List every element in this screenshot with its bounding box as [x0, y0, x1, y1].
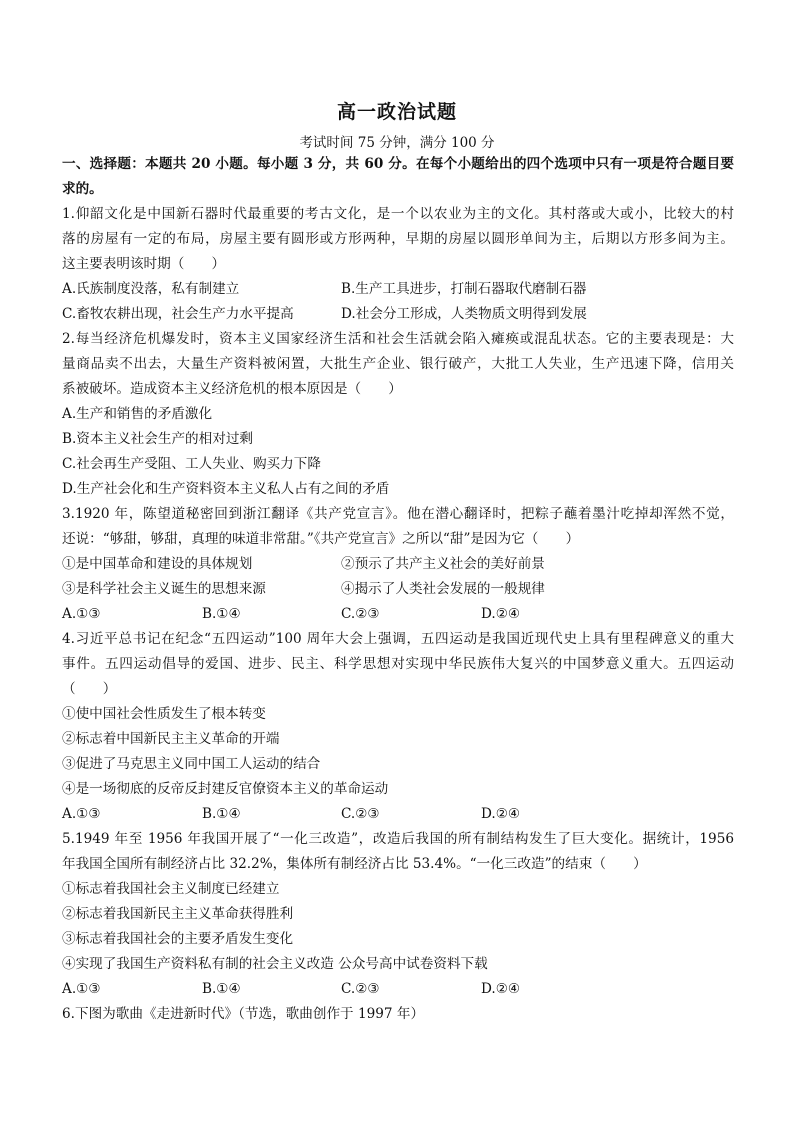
- q4-item-1: ①使中国社会性质发生了根本转变: [62, 706, 266, 722]
- q3-item-2: ②预示了共产主义社会的美好前景: [341, 556, 545, 572]
- q5-item-3: ③标志着我国社会的主要矛盾发生变化: [62, 931, 294, 947]
- q4-option-d: D.②④: [481, 806, 521, 822]
- q3-item-3: ③是科学社会主义诞生的思想来源: [62, 581, 266, 597]
- page-title: 高一政治试题: [336, 101, 457, 123]
- q3-option-a: A.①③: [62, 606, 101, 622]
- q2-stem-line2: 量商品卖不出去，大量生产资料被闲置，大批生产企业、银行破产，大批工人失业，生产迅速下降，信用关: [62, 356, 734, 372]
- section-heading-line2: 求的。: [62, 181, 103, 197]
- q1-stem-line3: 这主要表明该时期（ ）: [62, 256, 226, 272]
- q4-item-3: ③促进了马克思主义同中国工人运动的结合: [62, 756, 321, 772]
- q5-item-4: ④实现了我国生产资料私有制的社会主义改造 公众号高中试卷资料下载: [62, 956, 488, 972]
- q4-item-4: ④是一场彻底的反帝反封建反官僚资本主义的革命运动: [62, 781, 389, 797]
- q1-stem-line2: 落的房屋有一定的布局，房屋主要有圆形或方形两种，早期的房屋以圆形单间为主，后期以方形多间为主。: [62, 231, 734, 247]
- q5-stem-line2: 年我国全国所有制经济占比 32.2%，集体所有制经济占比 53.4%。“一化三改造”的结束（ ）: [62, 856, 647, 872]
- q6-stem-line1: 6.下图为歌曲《走进新时代》（节选，歌曲创作于 1997 年）: [62, 1006, 425, 1022]
- q4-stem-line2: 事件。五四运动倡导的爱国、进步、民主、科学思想对实现中华民族伟大复兴的中国梦意义重大。五四运动: [62, 656, 734, 672]
- q1-stem-line1: 1.仰韶文化是中国新石器时代最重要的考古文化，是一个以农业为主的文化。其村落或大或小，比较大的村: [62, 206, 734, 222]
- q1-option-a: A.氏族制度没落，私有制建立: [62, 281, 240, 297]
- q4-item-2: ②标志着中国新民主主义革命的开端: [62, 731, 280, 747]
- q4-stem-line1: 4.习近平总书记在纪念“五四运动”100 周年大会上强调，五四运动是我国近现代史上具有里程碑意义的重大: [62, 631, 734, 647]
- q3-stem-line2: 还说：“够甜，够甜，真理的味道非常甜。”《共产党宣言》之所以“甜”是因为它（ ）: [62, 531, 580, 547]
- exam-info: 考试时间 75 分钟，满分 100 分: [299, 135, 495, 151]
- q3-item-4: ④揭示了人类社会发展的一般规律: [341, 581, 545, 597]
- q3-item-1: ①是中国革命和建设的具体规划: [62, 556, 253, 572]
- q4-option-c: C.②③: [341, 806, 380, 822]
- q5-item-2: ②标志着我国新民主主义革命获得胜利: [62, 906, 294, 922]
- section-heading-line1: 一、选择题：本题共 20 小题。每小题 3 分，共 60 分。在每个小题给出的四个选项中只有一项是符合题目要: [62, 156, 734, 172]
- q1-option-b: B.生产工具进步，打制石器取代磨制石器: [341, 281, 587, 297]
- q4-stem-line3: （ ）: [62, 681, 117, 697]
- q1-option-c: C.畜牧农耕出现，社会生产力水平提高: [62, 306, 294, 322]
- q2-stem-line3: 系被破坏。造成资本主义经济危机的根本原因是（ ）: [62, 381, 402, 397]
- q3-option-c: C.②③: [341, 606, 380, 622]
- q1-option-d: D.社会分工形成，人类物质文明得到发展: [341, 306, 587, 322]
- q5-option-d: D.②④: [481, 981, 521, 997]
- q2-option-d: D.生产社会化和生产资料资本主义私人占有之间的矛盾: [62, 481, 390, 497]
- q4-option-a: A.①③: [62, 806, 101, 822]
- q5-item-1: ①标志着我国社会主义制度已经建立: [62, 881, 280, 897]
- q2-option-a: A.生产和销售的矛盾激化: [62, 406, 213, 422]
- q4-option-b: B.①④: [202, 806, 241, 822]
- q3-stem-line1: 3.1920 年，陈望道秘密回到浙江翻译《共产党宣言》。他在潜心翻译时，把粽子蘸着墨汁吃掉却浑然不觉，: [62, 506, 734, 522]
- q3-option-b: B.①④: [202, 606, 241, 622]
- q5-option-b: B.①④: [202, 981, 241, 997]
- q3-option-d: D.②④: [481, 606, 521, 622]
- q5-option-c: C.②③: [341, 981, 380, 997]
- q2-option-c: C.社会再生产受阻、工人失业、购买力下降: [62, 456, 321, 472]
- q2-stem-line1: 2.每当经济危机爆发时，资本主义国家经济生活和社会生活就会陷入瘫痪或混乱状态。它的主要表现是：大: [62, 331, 734, 347]
- q2-option-b: B.资本主义社会生产的相对过剩: [62, 431, 254, 447]
- q5-stem-line1: 5.1949 年至 1956 年我国开展了“一化三改造”，改造后我国的所有制结构发生了巨大变化。据统计，1956: [62, 831, 734, 847]
- q5-option-a: A.①③: [62, 981, 101, 997]
